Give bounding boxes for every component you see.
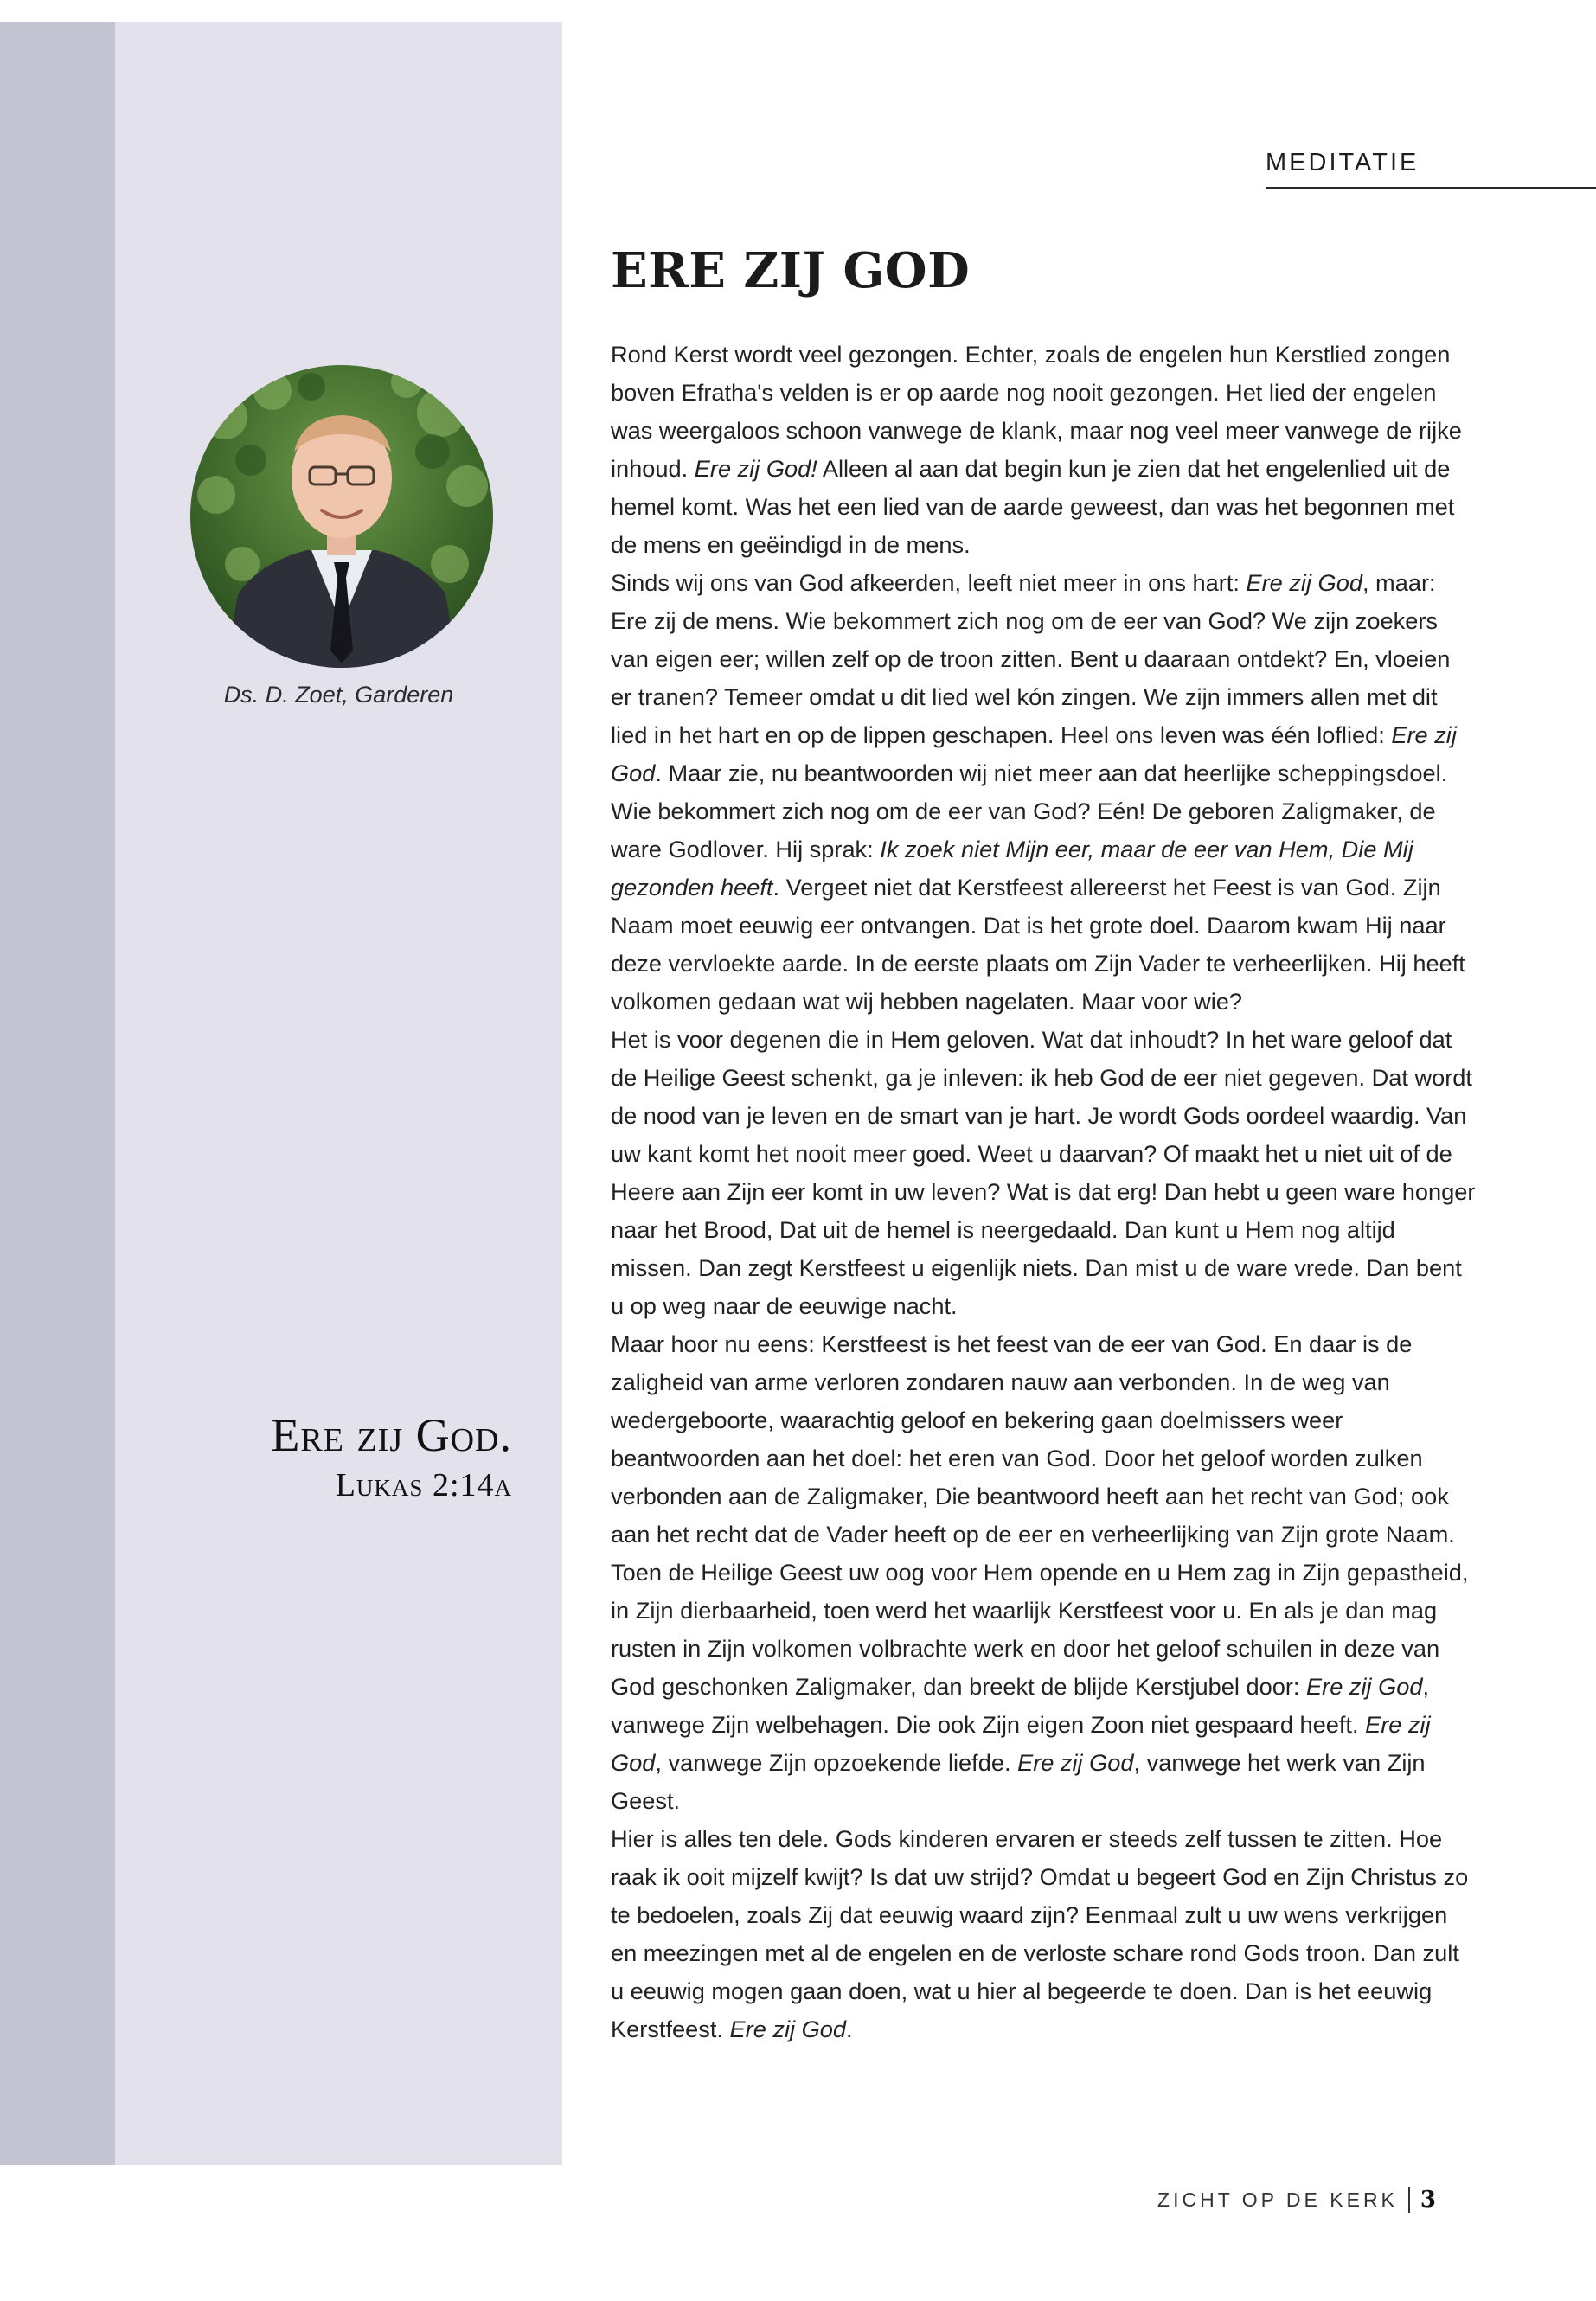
article-title: ERE ZIJ GOD [611,242,971,299]
emphasis-text: Ere zij God! [694,455,817,482]
emphasis-text: Ere zij God [611,721,1457,786]
section-label: MEDITATIE [1266,149,1420,176]
page-footer [1157,2187,1436,2213]
article-paragraph [611,792,1476,1021]
article-paragraph [611,1021,1476,1325]
pull-quote-text: Ere zij God. [271,1409,512,1461]
sidebar-band-dark [0,22,115,2165]
paragraph-text: Alleen al aan dat begin kun je zien dat het engelenlied uit de hemel komt. Was het een lied van de aarde geweest, dan was het begonnen met de mens en geëindigd in de mens. [611,455,1455,558]
footer-divider [1408,2187,1410,2213]
paragraph-text: , vanwege het werk van Zijn Geest. [611,1749,1426,1814]
emphasis-text: Ere zij God [729,2016,846,2042]
paragraph-text: . Vergeet niet dat Kerstfeest allereerst het Feest is van God. Zijn Naam moet eeuwig eer ontvangen. Dat is het grote doel. Daarom kwam Hij naar deze vervloekte aarde. In de eerste plaats om Zijn Vader te verheerlijken. Hij heeft volkomen gedaan wat wij hebben nagelaten. Maar voor wie? [611,874,1465,1015]
paragraph-text: , vanwege Zijn welbehagen. Die ook Zijn eigen Zoon niet gespaard heeft. [611,1673,1430,1738]
author-portrait-illustration [190,365,493,668]
author-photo [190,365,493,668]
paragraph-text: , maar: Ere zij de mens. Wie bekommert zich nog om de eer van God? We zijn zoekers van eigen eer; willen zelf op de troon zitten. Bent u daaraan ontdekt? En, vloeien er tranen? Temeer omdat u dit lied wel kón zingen. We zijn immers allen met dit lied in het hart en op de lippen geschapen. Heel ons leven was één loflied: [611,569,1451,748]
paragraph-text: Rond Kerst wordt veel gezongen. Echter, zoals de engelen hun Kerstlied zongen boven Efratha's velden is er op aarde nog nooit gezongen. Het lied der engelen was weergaloos schoon vanwege de klank, maar nog veel meer vanwege de rijke inhoud. [611,341,1462,482]
paragraph-text: Hier is alles ten dele. Gods kinderen ervaren er steeds zelf tussen te zitten. Hoe raak ik ooit mijzelf kwijt? Is dat uw strijd? Omdat u begeert God en Zijn Christus zo te bedoelen, zoals Zij dat eeuwig waard zijn? Eenmaal zult u uw wens verkrijgen en meezingen met al de engelen en de verloste schare rond Gods troon. Dan zult u eeuwig mogen gaan doen, wat u hier al begeerde te doen. Dan is het eeuwig Kerstfeest. [611,1825,1469,2042]
section-rule [1266,187,1596,189]
article-paragraph [611,1820,1476,2048]
sidebar-band-light [115,22,562,2165]
publication-name: ZICHT OP DE KERK [1157,2188,1398,2211]
article-body [611,336,1476,2048]
article-paragraph [611,1325,1476,1820]
emphasis-text: Ere zij God [611,1711,1431,1776]
paragraph-text: , vanwege Zijn opzoekende liefde. [655,1749,1018,1776]
pull-quote-reference: Lukas 2:14a [335,1467,512,1504]
emphasis-text: Ere zij God [1017,1749,1134,1776]
pull-quote [271,1410,512,1504]
paragraph-text: Het is voor degenen die in Hem geloven. Wat dat inhoudt? In het ware geloof dat de Heilige Geest schenkt, ga je inleven: ik heb God de eer niet gegeven. Dat wordt de nood van je leven en de smart van je hart. Je wordt Gods oordeel waardig. Van uw kant komt het nooit meer goed. Weet u daarvan? Of maakt het u niet uit of de Heere aan Zijn eer komt in uw leven? Wat is dat erg! Dan hebt u geen ware honger naar het Brood, Dat uit de hemel is neergedaald. Dan kunt u Hem nog altijd missen. Dan zegt Kerstfeest u eigenlijk niets. Dan mist u de ware vrede. Dan bent u op weg naar de eeuwige nacht. [611,1026,1476,1319]
page-number: 3 [1420,2187,1436,2213]
emphasis-text: Ik zoek niet Mijn eer, maar de eer van Hem, Die Mij gezonden heeft [611,836,1413,901]
article-paragraph [611,336,1476,564]
author-caption: Ds. D. Zoet, Garderen [223,682,454,708]
emphasis-text: Ere zij God [1306,1673,1423,1700]
article-paragraph [611,564,1476,792]
paragraph-text: . Maar zie, nu beantwoorden wij niet meer aan dat heerlijke scheppingsdoel. [655,760,1448,786]
paragraph-text: Wie bekommert zich nog om de eer van God? Eén! De geboren Zaligmaker, de ware Godlover. Hij sprak: [611,798,1436,862]
paragraph-text: Sinds wij ons van God afkeerden, leeft niet meer in ons hart: [611,569,1247,596]
paragraph-text: Maar hoor nu eens: Kerstfeest is het feest van de eer van God. En daar is de zaligheid van arme verloren zondaren nauw aan verbonden. In de weg van wedergeboorte, waarachtig geloof en bekering gaan doelmissers weer beantwoorden aan het doel: het eren van God. Door het geloof worden zulken verbonden aan de Zaligmaker, Die beantwoord heeft aan het recht van God; ook aan het recht dat de Vader heeft op de eer en verheerlijking van Zijn grote Naam. Toen de Heilige Geest uw oog voor Hem opende en u Hem zag in Zijn gepastheid, in Zijn dierbaarheid, toen werd het waarlijk Kerstfeest voor u. En als je dan mag rusten in Zijn volkomen volbrachte werk en door het geloof schuilen in deze van God geschonken Zaligmaker, dan breekt de blijde Kerstjubel door: [611,1330,1469,1700]
emphasis-text: Ere zij God [1246,569,1362,596]
paragraph-text: . [846,2016,853,2042]
